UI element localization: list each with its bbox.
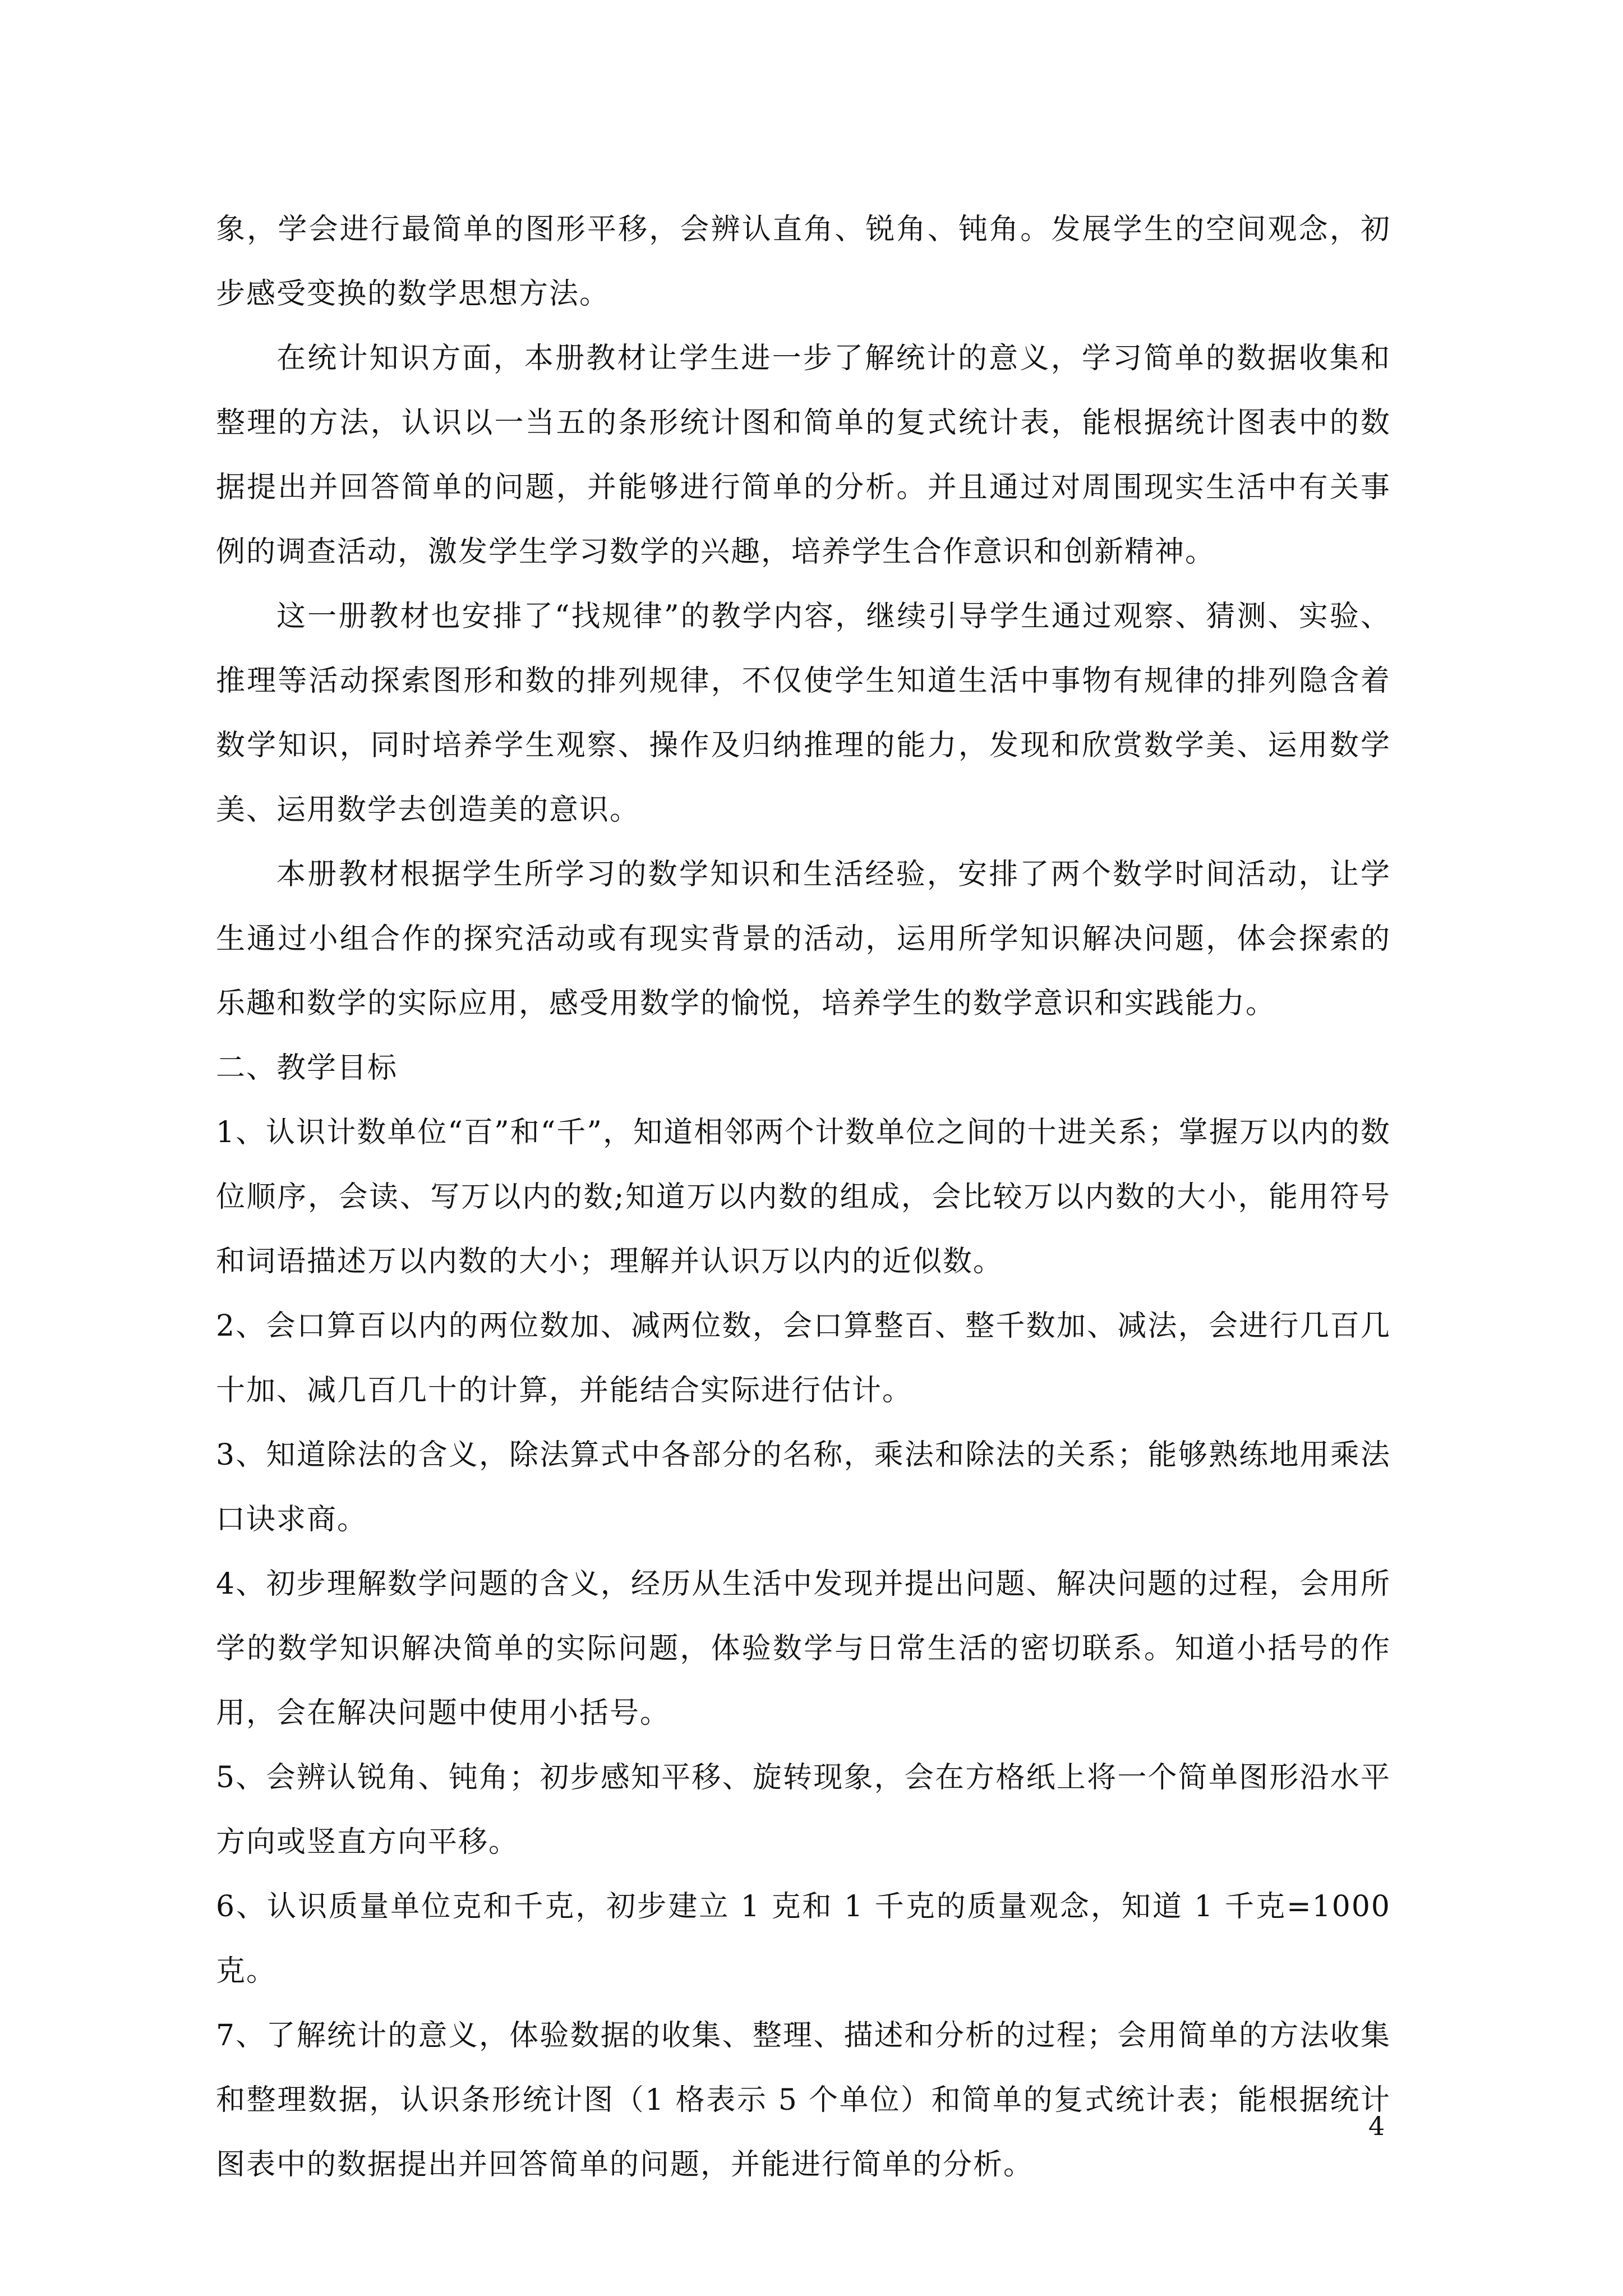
goal-item-5: 5、会辨认锐角、钝角；初步感知平移、旋转现象，会在方格纸上将一个简单图形沿水平方向或竖直方向平移。 <box>216 1761 1391 1859</box>
goal-item-6: 6、认识质量单位克和千克，初步建立 1 克和 1 千克的质量观念，知道 1 千克=1000 克。 <box>216 1890 1391 1988</box>
goal-item-1: 1、认识计数单位“百”和“千”，知道相邻两个计数单位之间的十进关系；掌握万以内的数位顺序，会读、写万以内的数;知道万以内数的组成，会比较万以内数的大小，能用符号和词语描述万以内数的大小；理解并认识万以内的近似数。 <box>216 1116 1391 1278</box>
goal-item-4: 4、初步理解数学问题的含义，经历从生活中发现并提出问题、解决问题的过程，会用所学的数学知识解决简单的实际问题，体验数学与日常生活的密切联系。知道小括号的作用，会在解决问题中使用小括号。 <box>216 1567 1391 1730</box>
goal-item-3: 3、知道除法的含义，除法算式中各部分的名称，乘法和除法的关系；能够熟练地用乘法口诀求商。 <box>216 1438 1391 1536</box>
paragraph-patterns: 这一册教材也安排了“找规律”的教学内容，继续引导学生通过观察、猜测、实验、推理等活动探索图形和数的排列规律，不仅使学生知道生活中事物有规律的排列隐含着数学知识，同时培养学生观察、操作及归纳推理的能力，发现和欣赏数学美、运用数学美、运用数学去创造美的意识。 <box>216 600 1391 827</box>
section-heading: 二、教学目标 <box>216 1051 398 1085</box>
paragraph-continuation: 象，学会进行最简单的图形平移，会辨认直角、锐角、钝角。发展学生的空间观念，初步感受变换的数学思想方法。 <box>216 213 1391 311</box>
paragraph-statistics: 在统计知识方面，本册教材让学生进一步了解统计的意义，学习简单的数据收集和整理的方法，认识以一当五的条形统计图和简单的复式统计表，能根据统计图表中的数据提出并回答简单的问题，并能够进行简单的分析。并且通过对周围现实生活中有关事例的调查活动，激发学生学习数学的兴趣，培养学生合作意识和创新精神。 <box>216 342 1391 569</box>
page-content <box>216 197 1391 2197</box>
page-number: 4 <box>1368 2111 1385 2141</box>
paragraph-activities: 本册教材根据学生所学习的数学知识和生活经验，安排了两个数学时间活动，让学生通过小组合作的探究活动或有现实背景的活动，运用所学知识解决问题，体会探索的乐趣和数学的实际应用，感受用数学的愉悦，培养学生的数学意识和实践能力。 <box>216 858 1391 1020</box>
goal-item-7: 7、了解统计的意义，体验数据的收集、整理、描述和分析的过程；会用简单的方法收集和整理数据，认识条形统计图（1 格表示 5 个单位）和简单的复式统计表；能根据统计图表中的数据提出并回答简单的问题，并能进行简单的分析。 <box>216 2019 1391 2182</box>
goal-item-2: 2、会口算百以内的两位数加、减两位数，会口算整百、整千数加、减法，会进行几百几十加、减几百几十的计算，并能结合实际进行估计。 <box>216 1309 1391 1407</box>
